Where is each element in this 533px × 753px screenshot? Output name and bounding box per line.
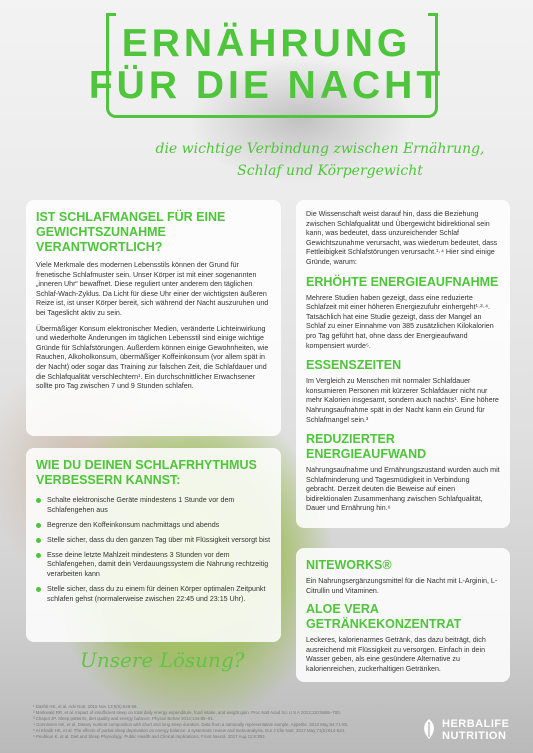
sleep-deprivation-paragraph-1: Viele Merkmale des modernen Lebensstils können der Grund für frenetische Schlafmuster sein. Unser Körper ist mit einer sogenannten „inneren Uhr“ bewaffnet. Diese reguliert unter anderem den täglichen Schlaf-Wach-Zyklus. Da Licht für diese Uhr einer der wichtigsten äußeren Reize ist, ist unser Körper bereit, sich während der Nacht auszuruhen und bei Tageslicht aktiv zu sein. <box>36 261 269 317</box>
science-box <box>296 200 510 528</box>
our-solution-callout: Unsere Lösung? <box>80 648 245 672</box>
herbalife-logo <box>420 716 522 746</box>
sleep-tip-item: Begrenze den Koffeinkonsum nachmittags und abends <box>36 521 271 531</box>
sleep-tips-list <box>36 496 271 604</box>
solutions-box <box>296 548 510 682</box>
aloe-vera-paragraph: Leckeres, kalorienarmes Getränk, das dazu beiträgt, dich ausreichend mit Flüssigkeit zu versorgen. Einfach in dein Wasser geben, als eine gesündere Alternative zu kalorienreichen, zuckerhaltigen Getränken. <box>306 636 486 673</box>
energy-expenditure-paragraph: Nahrungsaufnahme und Ernährungszustand wurden auch mit Schlafminderung und Tagesmüdigkeit in Verbindung gebracht. Derzeit deuten die Beweise auf einen bidirektionalen Zusammenhang zwischen Schlafqualität, Dauer und Ernährung hin.⁶ <box>306 466 500 513</box>
sleep-tip-item: Esse deine letzte Mahlzeit mindestens 3 Stunden vor dem Schlafengehen, damit dein Verdauungssystem die Nahrung rechtzeitig verarbeiten kann <box>36 551 271 580</box>
references <box>33 704 363 740</box>
sleep-tips-heading: WIE DU DEINEN SCHLAFRHYTHMUS VERBESSERN KANNST: <box>36 458 257 487</box>
science-intro: Die Wissenschaft weist darauf hin, dass die Beziehung zwischen Schlafqualität und Übergewicht bidirektional sein kann, was bedeutet, dass unzureichender Schlaf Gewichtszunahme verursacht, was wiederum bedeutet, dass Fettleibigkeit Schlafstörungen verursacht.¹·⁴ Hier sind einige Gründe, warum: <box>306 210 498 266</box>
reference-item: ¹ Dashti HS, et al. Adv Nutr. 2015 Nov 13;6(6):648-59. <box>33 704 138 709</box>
meal-times-heading: ESSENSZEITEN <box>306 358 402 373</box>
sleep-deprivation-heading: IST SCHLAFMANGEL FÜR EINE GEWICHTSZUNAHME VERANTWORTLICH? <box>36 210 226 254</box>
meal-times-paragraph: Im Vergleich zu Menschen mit normaler Schlafdauer konsumieren Personen mit kürzerer Schlafdauer nicht nur mehr Kalorien insgesamt, sondern auch nachts¹. Eine höhere Nahrungsaufnahme spät in der Nacht kann ein Grund für Schlafmangel sein.³ <box>306 377 499 424</box>
herbalife-leaf-icon <box>420 718 438 740</box>
sleep-deprivation-box <box>26 200 281 436</box>
title-bracket-cap-left <box>106 13 116 16</box>
energy-expenditure-heading: REDUZIERTER ENERGIEAUFWAND <box>306 432 427 462</box>
sleep-deprivation-paragraph-2: Übermäßiger Konsum elektronischer Medien, veränderte Lichteinwirkung und wiederholte Änderungen im täglichen Lebensstil sind einige wichtige Gründe für Schlafstörungen. Außerdem können einige Gewohnheiten, wie Rauchen, Alkoholkonsum, übermäßiger Koffeinkonsum (vor allem spät in der Nacht) oder sogar das Training zur falschen Zeit, die Schlafdauer und die Schlafqualität verschlechtern¹. Ein durchschnittlicher Erwachsener sollte pro Tag zwischen 7 und 9 Stunden schlafen. <box>36 324 269 391</box>
title-bracket-cap-right <box>428 13 438 16</box>
reference-item: ² Markwald RR, et al. Impact of insufficient sleep on total daily energy expenditure, food intake, and weight gain. Proc Natl Acad Sci U S A 2013;110:5695–700. <box>33 710 341 715</box>
reference-item: ³ Chaput JP. Sleep patterns, diet quality and energy balance. Physiol Behav 2014;134:86–91. <box>33 716 215 721</box>
subtitle-line-2: Schlaf und Körpergewicht <box>237 163 423 179</box>
reference-item: ⁴ Gonnissen HK, et al. Dietary nutrient composition with short and long sleep duration. Data from a nationally representative sample. Appetite. 2013 May;64:71-80. <box>33 722 349 727</box>
title-line-2: FÜR DIE NACHT <box>88 64 445 107</box>
brand-name: HERBALIFE <box>442 718 510 730</box>
sleep-tips-box <box>26 448 281 642</box>
energy-intake-paragraph: Mehrere Studien haben gezeigt, dass eine reduzierte Schlafzeit mit einer höheren Energiezufuhr einhergeht¹·²·⁴. Tatsächlich hat eine Studie gezeigt, dass der Mangel an Schlaf zu einer Einnahme von 385 zusätzlichen Kilokalorien pro Tag geführt hat, ohne dass der Energieaufwand kompensiert wurde⁵. <box>306 293 494 350</box>
subtitle-line-1: die wichtige Verbindung zwischen Ernährung, <box>155 141 485 157</box>
reference-item: ⁵ Al Khatib HK, et al. The effects of partial sleep deprivation on energy balance: a systematic review and meta-analysis. Eur J Clin Nutr. 2017 May;71(5):614-624. <box>33 728 346 733</box>
sleep-tip-item: Stelle sicher, dass du den ganzen Tag über mit Flüssigkeit versorgt bist <box>36 536 271 546</box>
reference-item: ⁶ Peuhkuri K, et al. Diet and Sleep Physiology: Public Health and Clinical Implications. Front Neurol. 2017 Aug 11;8:393. <box>33 734 266 739</box>
energy-intake-heading: ERHÖHTE ENERGIEAUFNAHME <box>306 274 499 289</box>
title-line-1: ERNÄHRUNG <box>121 22 412 65</box>
brand-subname: NUTRITION <box>442 730 507 742</box>
aloe-vera-heading: ALOE VERA GETRÄNKEKONZENTRAT <box>306 602 462 632</box>
sleep-tip-item: Schalte elektronische Geräte mindestens 1 Stunde vor dem Schlafengehen aus <box>36 496 271 515</box>
niteworks-paragraph: Ein Nahrungsergänzungsmittel für die Nacht mit L-Arginin, L-Citrullin und Vitaminen. <box>306 577 498 595</box>
sleep-tip-item: Stelle sicher, dass du zu einem für deinen Körper optimalen Zeitpunkt schlafen gehst (normalerweise zwischen 22:45 und 23:15 Uhr). <box>36 585 271 604</box>
niteworks-heading: NITEWORKS® <box>306 558 392 572</box>
